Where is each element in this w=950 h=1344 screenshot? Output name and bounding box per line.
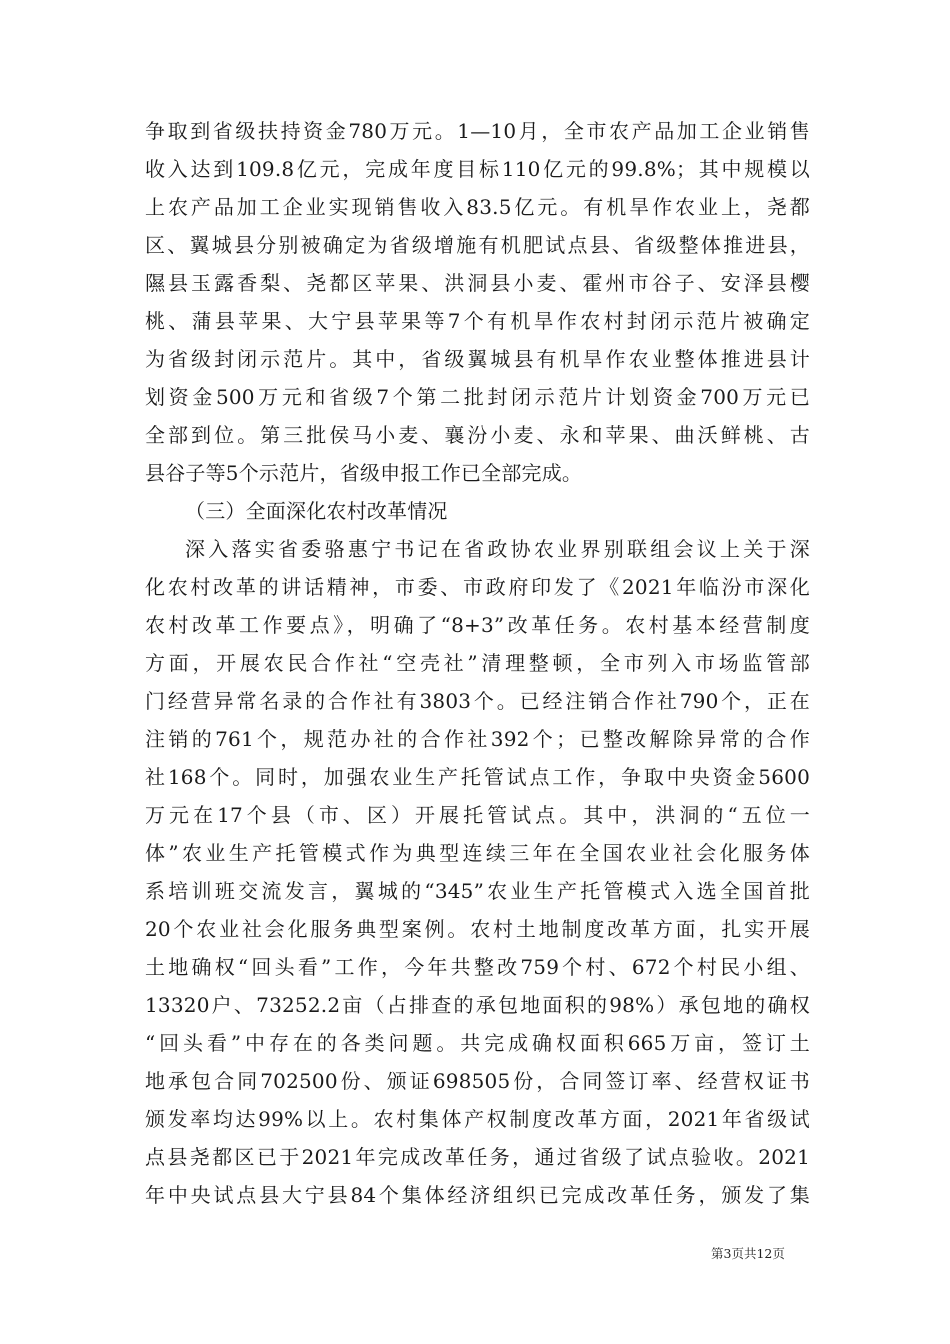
text-line: 深入落实省委骆惠宁书记在省政协农业界别联组会议上关于深 xyxy=(185,537,810,561)
text-line: 20个农业社会化服务典型案例。农村土地制度改革方面，扎实开展 xyxy=(145,917,810,941)
text-line: 全部到位。第三批侯马小麦、襄汾小麦、永和苹果、曲沃鲜桃、古 xyxy=(145,423,810,447)
text-line: 上农产品加工企业实现销售收入83.5亿元。有机旱作农业上，尧都 xyxy=(145,195,810,219)
document-body xyxy=(145,112,810,1214)
text-line: 划资金500万元和省级7个第二批封闭示范片计划资金700万元已 xyxy=(145,385,810,409)
text-line: 颁发率均达99%以上。农村集体产权制度改革方面，2021年省级试 xyxy=(145,1107,810,1131)
text-line: 年中央试点县大宁县84个集体经济组织已完成改革任务，颁发了集 xyxy=(145,1183,810,1207)
text-line: 县谷子等5个示范片，省级申报工作已全部完成。 xyxy=(145,461,583,485)
page-number: 第3页共12页 xyxy=(711,1246,785,1261)
text-line: 地承包合同702500份、颁证698505份，合同签订率、经营权证书 xyxy=(145,1069,810,1093)
text-line: 点县尧都区已于2021年完成改革任务，通过省级了试点验收。2021 xyxy=(145,1145,810,1169)
text-line: 社168个。同时，加强农业生产托管试点工作，争取中央资金5600 xyxy=(145,765,810,789)
text-line: “回头看”中存在的各类问题。共完成确权面积665万亩，签订土 xyxy=(145,1031,810,1055)
text-line: 农村改革工作要点》，明确了“8+3”改革任务。农村基本经营制度 xyxy=(145,613,810,637)
text-line: 化农村改革的讲话精神，市委、市政府印发了《2021年临汾市深化 xyxy=(145,575,810,599)
text-line: 土地确权“回头看”工作，今年共整改759个村、672个村民小组、 xyxy=(145,955,810,979)
paragraph-1 xyxy=(145,112,810,492)
text-line: 为省级封闭示范片。其中，省级翼城县有机旱作农业整体推进县计 xyxy=(145,347,810,371)
text-line: 桃、蒲县苹果、大宁县苹果等7个有机旱作农村封闭示范片被确定 xyxy=(145,309,810,333)
text-line: 体”农业生产托管模式作为典型连续三年在全国农业社会化服务体 xyxy=(145,841,810,865)
text-line: 隰县玉露香梨、尧都区苹果、洪洞县小麦、霍州市谷子、安泽县樱 xyxy=(145,271,810,295)
text-line: 方面，开展农民合作社“空壳社”清理整顿，全市列入市场监管部 xyxy=(145,651,810,675)
text-line: 区、翼城县分别被确定为省级增施有机肥试点县、省级整体推进县， xyxy=(145,233,810,257)
text-line: 门经营异常名录的合作社有3803个。已经注销合作社790个，正在 xyxy=(145,689,810,713)
text-line: 争取到省级扶持资金780万元。1—10月，全市农产品加工企业销售 xyxy=(145,119,810,143)
text-line: 系培训班交流发言，翼城的“345”农业生产托管模式入选全国首批 xyxy=(145,879,810,903)
section-heading: （三）全面深化农村改革情况 xyxy=(185,499,448,523)
text-line: 收入达到109.8亿元，完成年度目标110亿元的99.8%；其中规模以 xyxy=(145,157,810,181)
text-line: 13320户、73252.2亩（占排查的承包地面积的98%）承包地的确权 xyxy=(145,993,810,1017)
paragraph-2 xyxy=(145,530,810,1214)
text-line: 注销的761个，规范办社的合作社392个；已整改解除异常的合作 xyxy=(145,727,810,751)
text-line: 万元在17个县（市、区）开展托管试点。其中，洪洞的“五位一 xyxy=(145,803,810,827)
